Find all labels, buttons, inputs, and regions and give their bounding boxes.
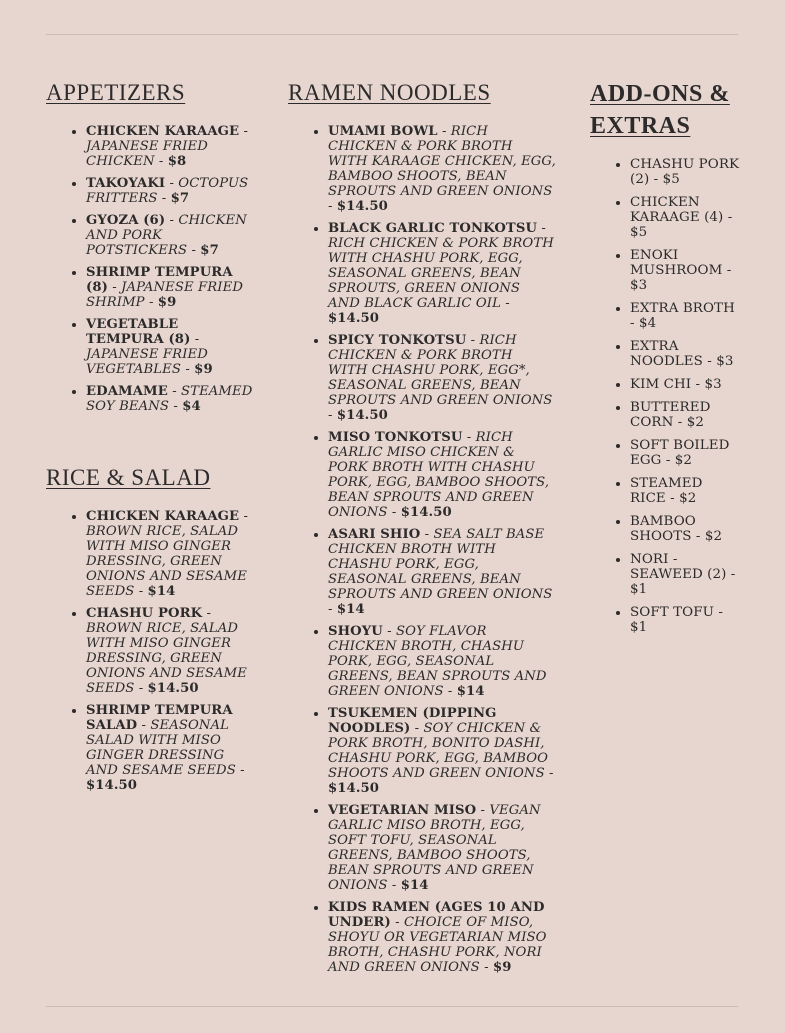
- middle-column: [288, 78, 556, 982]
- list-item: • CHICKEN KARAAGE - BROWN RICE, SALAD WITH MISO GINGER DRESSING, GREEN ONIONS AND SESAME SEEDS - $14: [86, 509, 258, 599]
- list-item: • MISO TONKOTSU - RICH GARLIC MISO CHICKEN & PORK BROTH WITH CHASHU PORK, EGG, BAMBOO SHOOTS, BEAN SPROUTS AND GREEN ONIONS - $14.50: [328, 430, 556, 520]
- list-item: • SHRIMP TEMPURA SALAD - SEASONAL SALAD WITH MISO GINGER DRESSING AND SESAME SEEDS - $14.50: [86, 703, 258, 793]
- bottom-divider: [46, 1006, 738, 1007]
- list-item: • VEGETARIAN MISO - VEGAN GARLIC MISO BROTH, EGG, SOFT TOFU, SEASONAL GREENS, BAMBOO SHOOTS, BEAN SPROUTS AND GREEN ONIONS - $14: [328, 803, 556, 893]
- ramen-heading: RAMEN NOODLES: [288, 80, 491, 105]
- list-item: • GYOZA (6) - CHICKEN AND PORK POTSTICKERS - $7: [86, 213, 258, 258]
- list-item: • EDAMAME - STEAMED SOY BEANS - $4: [86, 384, 258, 414]
- list-item: • STEAMED RICE - $2: [630, 476, 740, 506]
- list-item: • SHOYU - SOY FLAVOR CHICKEN BROTH, CHASHU PORK, EGG, SEASONAL GREENS, BEAN SPROUTS AND GREEN ONIONS - $14: [328, 624, 556, 699]
- list-item: • CHASHU PORK - BROWN RICE, SALAD WITH MISO GINGER DRESSING, GREEN ONIONS AND SESAME SEEDS - $14.50: [86, 606, 258, 696]
- list-item: • KIM CHI - $3: [630, 377, 740, 392]
- appetizers-list: [46, 124, 258, 414]
- top-divider: [46, 34, 738, 35]
- list-item: • CHICKEN KARAAGE - JAPANESE FRIED CHICKEN - $8: [86, 124, 258, 169]
- list-item: • VEGETABLE TEMPURA (8) - JAPANESE FRIED VEGETABLES - $9: [86, 317, 258, 377]
- list-item: • NORI - SEAWEED (2) - $1: [630, 552, 740, 597]
- list-item: • CHASHU PORK (2) - $5: [630, 157, 740, 187]
- list-item: • SOFT BOILED EGG - $2: [630, 438, 740, 468]
- list-item: • BAMBOO SHOOTS - $2: [630, 514, 740, 544]
- list-item: • UMAMI BOWL - RICH CHICKEN & PORK BROTH WITH KARAAGE CHICKEN, EGG, BAMBOO SHOOTS, BEAN SPROUTS AND GREEN ONIONS - $14.50: [328, 124, 556, 214]
- list-item: • SPICY TONKOTSU - RICH CHICKEN & PORK BROTH WITH CHASHU PORK, EGG*, SEASONAL GREENS, BEAN SPROUTS AND GREEN ONIONS - $14.50: [328, 333, 556, 423]
- list-item: • TSUKEMEN (DIPPING NOODLES) - SOY CHICKEN & PORK BROTH, BONITO DASHI, CHASHU PORK, EGG, BAMBOO SHOOTS AND GREEN ONIONS - $14.50: [328, 706, 556, 796]
- list-item: • BLACK GARLIC TONKOTSU - RICH CHICKEN & PORK BROTH WITH CHASHU PORK, EGG, SEASONAL GREENS, BEAN SPROUTS, GREEN ONIONS AND BLACK GARLIC OIL - $14.50: [328, 221, 556, 326]
- ramen-list: [288, 124, 556, 975]
- list-item: • ASARI SHIO - SEA SALT BASE CHICKEN BROTH WITH CHASHU PORK, EGG, SEASONAL GREENS, BEAN SPROUTS AND GREEN ONIONS - $14: [328, 527, 556, 617]
- rice-salad-heading: RICE & SALAD: [46, 465, 211, 490]
- right-column: [590, 78, 740, 643]
- list-item: • KIDS RAMEN (AGES 10 AND UNDER) - CHOICE OF MISO, SHOYU OR VEGETARIAN MISO BROTH, CHASHU PORK, NORI AND GREEN ONIONS - $9: [328, 900, 556, 975]
- list-item: • EXTRA BROTH - $4: [630, 301, 740, 331]
- list-item: • SOFT TOFU - $1: [630, 605, 740, 635]
- addons-list: [590, 157, 740, 635]
- appetizers-heading: APPETIZERS: [46, 80, 186, 105]
- list-item: • ENOKI MUSHROOM - $3: [630, 248, 740, 293]
- list-item: • TAKOYAKI - OCTOPUS FRITTERS - $7: [86, 176, 258, 206]
- list-item: • BUTTERED CORN - $2: [630, 400, 740, 430]
- list-item: • EXTRA NOODLES - $3: [630, 339, 740, 369]
- list-item: • SHRIMP TEMPURA (8) - JAPANESE FRIED SHRIMP - $9: [86, 265, 258, 310]
- list-item: • CHICKEN KARAAGE (4) - $5: [630, 195, 740, 240]
- addons-heading: ADD-ONS & EXTRAS: [590, 81, 730, 139]
- rice-salad-list: [46, 509, 258, 793]
- left-column: [46, 78, 258, 800]
